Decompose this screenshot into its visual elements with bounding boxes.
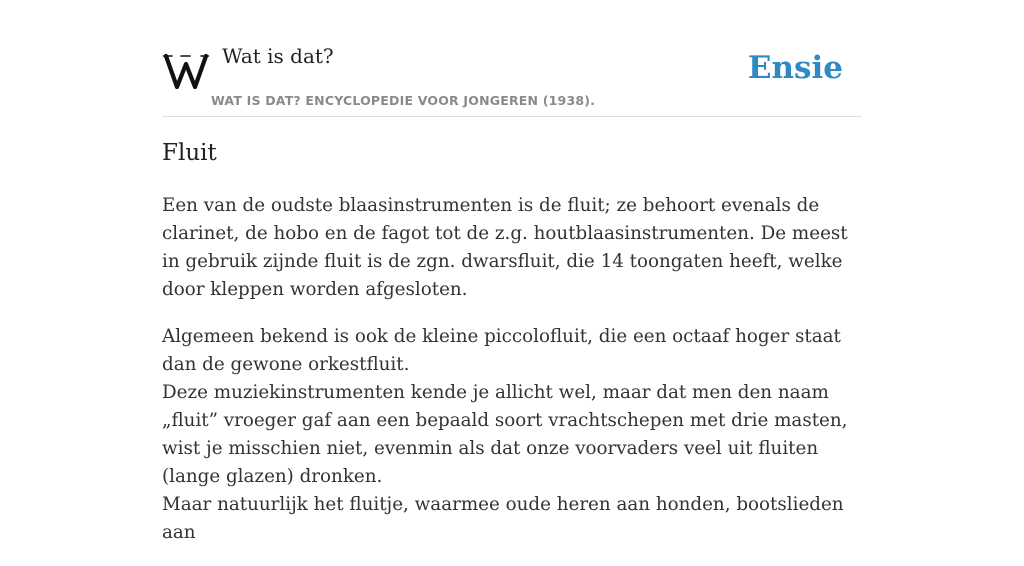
article-paragraph: Algemeen bekend is ook de kleine piccolofluit, die een octaaf hoger staat dan de gewone orkestfluit. xyxy=(162,326,841,375)
article-title: Fluit xyxy=(162,140,217,166)
source-subtitle[interactable]: WAT IS DAT? ENCYCLOPEDIE VOOR JONGEREN (1938). xyxy=(211,93,596,108)
header xyxy=(162,0,862,117)
brand-logo-link[interactable]: Ensie xyxy=(747,50,843,86)
source-title[interactable]: Wat is dat? xyxy=(222,44,334,68)
article-paragraph: Deze muziekinstrumenten kende je allicht wel, maar dat men den naam „fluit” vroeger gaf aan een bepaald soort vrachtschepen met drie masten, wist je misschien niet, evenmin als dat onze voorvaders veel uit fluiten (lange glazen) dronken. xyxy=(162,382,848,487)
wikipedia-w-icon xyxy=(163,50,209,92)
article-paragraph: Maar natuurlijk het fluitje, waarmee oude heren aan honden, bootslieden aan xyxy=(162,494,844,543)
article-paragraph: Een van de oudste blaasinstrumenten is de fluit; ze behoort evenals de clarinet, de hobo en de fagot tot de z.g. houtblaasinstrumenten. De meest in gebruik zijnde fluit is de zgn. dwarsfluit, die 14 toongaten heeft, welke door kleppen worden afgesloten. xyxy=(162,195,848,300)
article-body xyxy=(162,192,868,566)
